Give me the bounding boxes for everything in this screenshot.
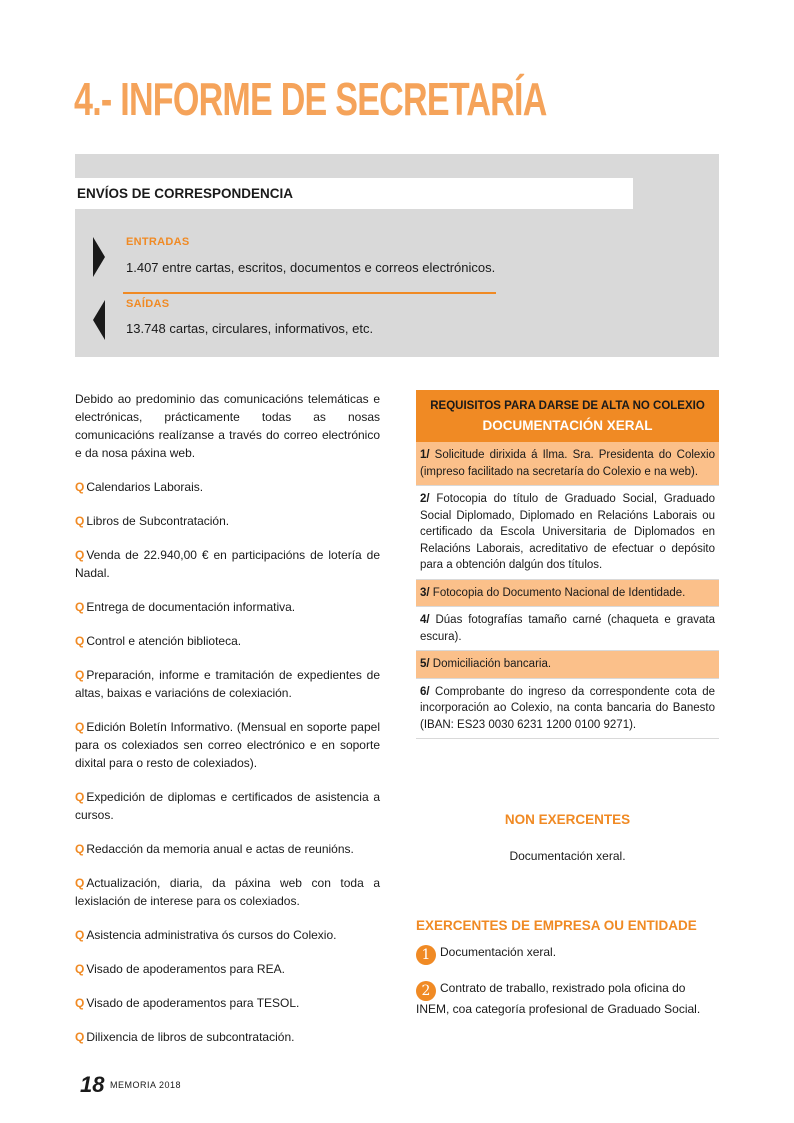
- task-item: [75, 840, 380, 858]
- task-item: [75, 960, 380, 978]
- requirement-number: 6/: [420, 685, 430, 698]
- bullet-icon: Q: [75, 548, 85, 562]
- tasks-column: [75, 390, 380, 1062]
- arrow-right-icon: [93, 237, 105, 277]
- task-item: [75, 1028, 380, 1046]
- task-item: [75, 926, 380, 944]
- bullet-icon: Q: [75, 720, 85, 734]
- requirement-text: Comprobante do ingreso da correspondente cota de incorporación ao Colexio, na conta bancaria do Banesto (IBAN: ES23 0030 6231 1200 0100 9271).: [420, 685, 715, 731]
- task-item: [75, 994, 380, 1012]
- task-item: [75, 718, 380, 772]
- requirement-number: 2/: [420, 493, 430, 505]
- task-text: Asistencia administrativa ós cursos do Colexio.: [86, 928, 337, 942]
- requirement-row: [416, 486, 719, 580]
- bullet-icon: Q: [75, 928, 85, 942]
- requirement-text: Fotocopia do Documento Nacional de Identidade.: [432, 586, 686, 599]
- bullet-icon: Q: [75, 514, 85, 528]
- exercentes-item-text: Contrato de traballo, rexistrado pola oficina do INEM, coa categoría profesional de Graduado Social.: [416, 981, 701, 1016]
- task-text: Control e atención biblioteca.: [86, 634, 242, 648]
- task-text: Redacción da memoria anual e actas de reunións.: [86, 842, 354, 856]
- task-text: Edición Boletín Informativo. (Mensual en soporte papel para os colexiados sen correo electrónico e en soporte dixital para o resto de colexiados).: [75, 720, 380, 770]
- saidas-label: SAÍDAS: [126, 298, 170, 310]
- bullet-icon: Q: [75, 962, 85, 976]
- task-text: Entrega de documentación informativa.: [86, 600, 296, 614]
- intro-paragraph: Debido ao predominio das comunicacións telemáticas e electrónicas, prácticamente todas as nosas comunicacións realízanse a través do correo electrónico e da nosa páxina web.: [75, 392, 380, 460]
- non-exercentes-title: NON EXERCENTES: [504, 812, 631, 827]
- entradas-text: 1.407 entre cartas, escritos, documentos e correos electrónicos.: [126, 260, 496, 275]
- number-2-icon: 2: [416, 981, 436, 1001]
- bullet-icon: Q: [75, 668, 85, 682]
- number-1-icon: 1: [416, 945, 436, 965]
- bullet-icon: Q: [75, 1030, 85, 1044]
- bullet-icon: Q: [75, 790, 85, 804]
- requirements-title: REQUISITOS PARA DARSE DE ALTA NO COLEXIO: [430, 400, 705, 412]
- correspondence-header: ENVÍOS DE CORRESPONDENCIA: [75, 178, 633, 209]
- arrow-left-icon: [93, 300, 105, 340]
- task-text: Calendarios Laborais.: [86, 480, 204, 494]
- task-item: [75, 874, 380, 910]
- requirement-row: [416, 580, 719, 608]
- page-number: 18: [80, 1072, 105, 1097]
- task-list: [75, 478, 380, 1046]
- divider: [123, 292, 496, 294]
- task-text: Visado de apoderamentos para REA.: [86, 962, 285, 976]
- footer-label: MEMORIA 2018: [110, 1080, 182, 1090]
- entradas-label: ENTRADAS: [126, 236, 190, 248]
- task-text: Actualización, diaria, da páxina web con toda a lexislación de interese para os colexiados.: [75, 876, 380, 908]
- requirement-row: [416, 607, 719, 651]
- task-text: Venda de 22.940,00 € en participacións de lotería de Nadal.: [75, 548, 380, 580]
- task-text: Visado de apoderamentos para TESOL.: [86, 996, 300, 1010]
- requirement-row: [416, 442, 719, 486]
- requirement-number: 3/: [420, 586, 430, 599]
- task-item: [75, 478, 380, 496]
- requirement-row: [416, 651, 719, 679]
- task-item: [75, 546, 380, 582]
- requirement-number: 5/: [420, 658, 430, 670]
- task-item: [75, 512, 380, 530]
- exercentes-item-text: Documentación xeral.: [440, 945, 557, 959]
- requirements-header: [416, 390, 719, 442]
- exercentes-item: [416, 980, 719, 1018]
- task-text: Libros de Subcontratación.: [86, 514, 230, 528]
- requirements-rows: [416, 442, 719, 739]
- bullet-icon: Q: [75, 600, 85, 614]
- task-item: [75, 632, 380, 650]
- requirements-table: [416, 390, 719, 739]
- requirement-number: 1/: [420, 449, 430, 461]
- task-text: Expedición de diplomas e certificados de asistencia a cursos.: [75, 790, 380, 822]
- requirement-number: 4/: [420, 614, 430, 626]
- saidas-text: 13.748 cartas, circulares, informativos, etc.: [126, 321, 374, 336]
- bullet-icon: Q: [75, 876, 85, 890]
- task-item: [75, 666, 380, 702]
- task-text: Preparación, informe e tramitación de expedientes de altas, baixas e variacións de colexiación.: [75, 668, 380, 700]
- requirement-text: Fotocopia do título de Graduado Social, Graduado Social Diplomado, Diplomado en Relacións Laborais ou certificado da Escola Universitaria de Diplomados en Relacións Laborais, acreditativo de efectuar o depósito para a obtención dalgún dos títulos.: [420, 493, 715, 571]
- requirement-row: [416, 679, 719, 740]
- exercentes-item: [416, 944, 719, 965]
- correspondence-panel: [75, 154, 719, 357]
- requirement-text: Solicitude dirixida á Ilma. Sra. Presidenta do Colexio (impreso facilitado na secretaría do Colexio e na web).: [420, 449, 715, 478]
- requirement-text: Dúas fotografías tamaño carné (chaqueta e gravata escura).: [420, 614, 715, 643]
- bullet-icon: Q: [75, 842, 85, 856]
- requirement-text: Domiciliación bancaria.: [432, 658, 552, 670]
- task-text: Dilixencia de libros de subcontratación.: [86, 1030, 295, 1044]
- bullet-icon: Q: [75, 480, 85, 494]
- task-item: [75, 598, 380, 616]
- page-title: 4.- INFORME DE SECRETARÍA: [74, 73, 547, 125]
- exercentes-title: EXERCENTES DE EMPRESA OU ENTIDADE: [416, 918, 697, 933]
- bullet-icon: Q: [75, 634, 85, 648]
- bullet-icon: Q: [75, 996, 85, 1010]
- non-exercentes-text: Documentación xeral.: [509, 849, 626, 863]
- task-item: [75, 788, 380, 824]
- requirements-subtitle: DOCUMENTACIÓN XERAL: [482, 418, 653, 433]
